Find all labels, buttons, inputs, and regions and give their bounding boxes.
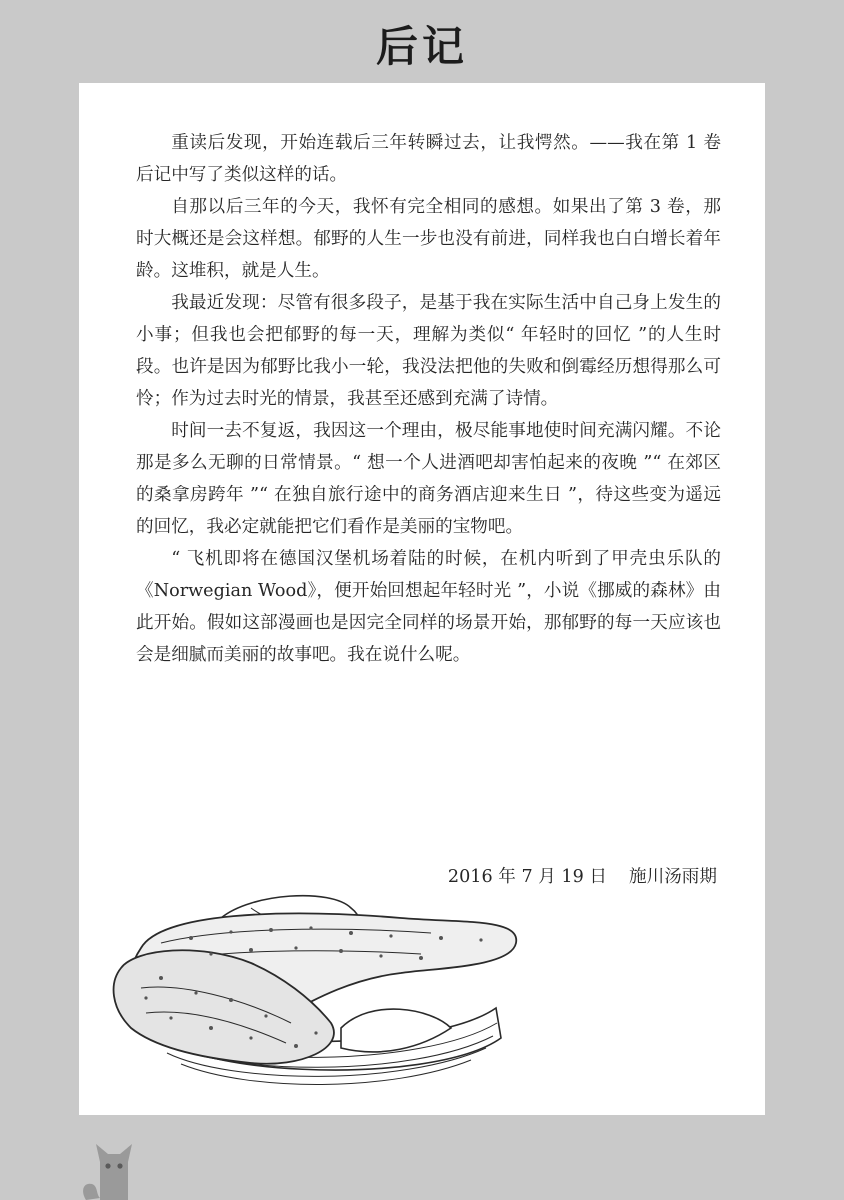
paragraph-5: “ 飞机即将在德国汉堡机场着陆的时候，在机内听到了甲壳虫乐队的《Norwegian Wood》，便开始回想起年轻时光 ”，小说《挪威的森林》由此开始。假如这部漫画也是因完全同样的场景开始，那郁野的每一天应该也会是细腻而美丽的故事吧。我在说什么呢。	[136, 549, 721, 665]
signature-date: 2016 年 7 月 19 日	[447, 867, 608, 887]
afterword-page	[79, 83, 765, 1115]
paragraph-2: 自那以后三年的今天，我怀有完全相同的感想。如果出了第 3 卷，那时大概还是会这样想。郁野的人生一步也没有前进，同样我也白白增长着年龄。这堆积，就是人生。	[136, 197, 721, 281]
cat-icon	[78, 1140, 148, 1200]
paragraph-1: 重读后发现，开始连载后三年转瞬过去，让我愕然。——我在第 1 卷后记中写了类似这样的话。	[136, 133, 721, 185]
paragraph-4: 时间一去不复返，我因这一个理由，极尽能事地使时间充满闪耀。不论那是多么无聊的日常情景。“ 想一个人进酒吧却害怕起来的夜晚 ”“ 在郊区的桑拿房跨年 ”“ 在独自旅行途中的商务酒店迎来生日 ”，待这些变为遥远的回忆，我必定就能把它们看作是美丽的宝物吧。	[136, 421, 721, 537]
afterword-body	[136, 127, 721, 671]
page-title: 后记	[375, 22, 468, 71]
bread-basket-illustration	[101, 888, 521, 1098]
paragraph-3: 我最近发现：尽管有很多段子，是基于我在实际生活中自己身上发生的小事；但我也会把郁野的每一天，理解为类似“ 年轻时的回忆 ”的人生时段。也许是因为郁野比我小一轮，我没法把他的失败和倒霉经历想得那么可怜；作为过去时光的情景，我甚至还感到充满了诗情。	[136, 293, 721, 409]
signature-author: 施川汤雨期	[629, 867, 717, 887]
signature	[448, 863, 717, 888]
